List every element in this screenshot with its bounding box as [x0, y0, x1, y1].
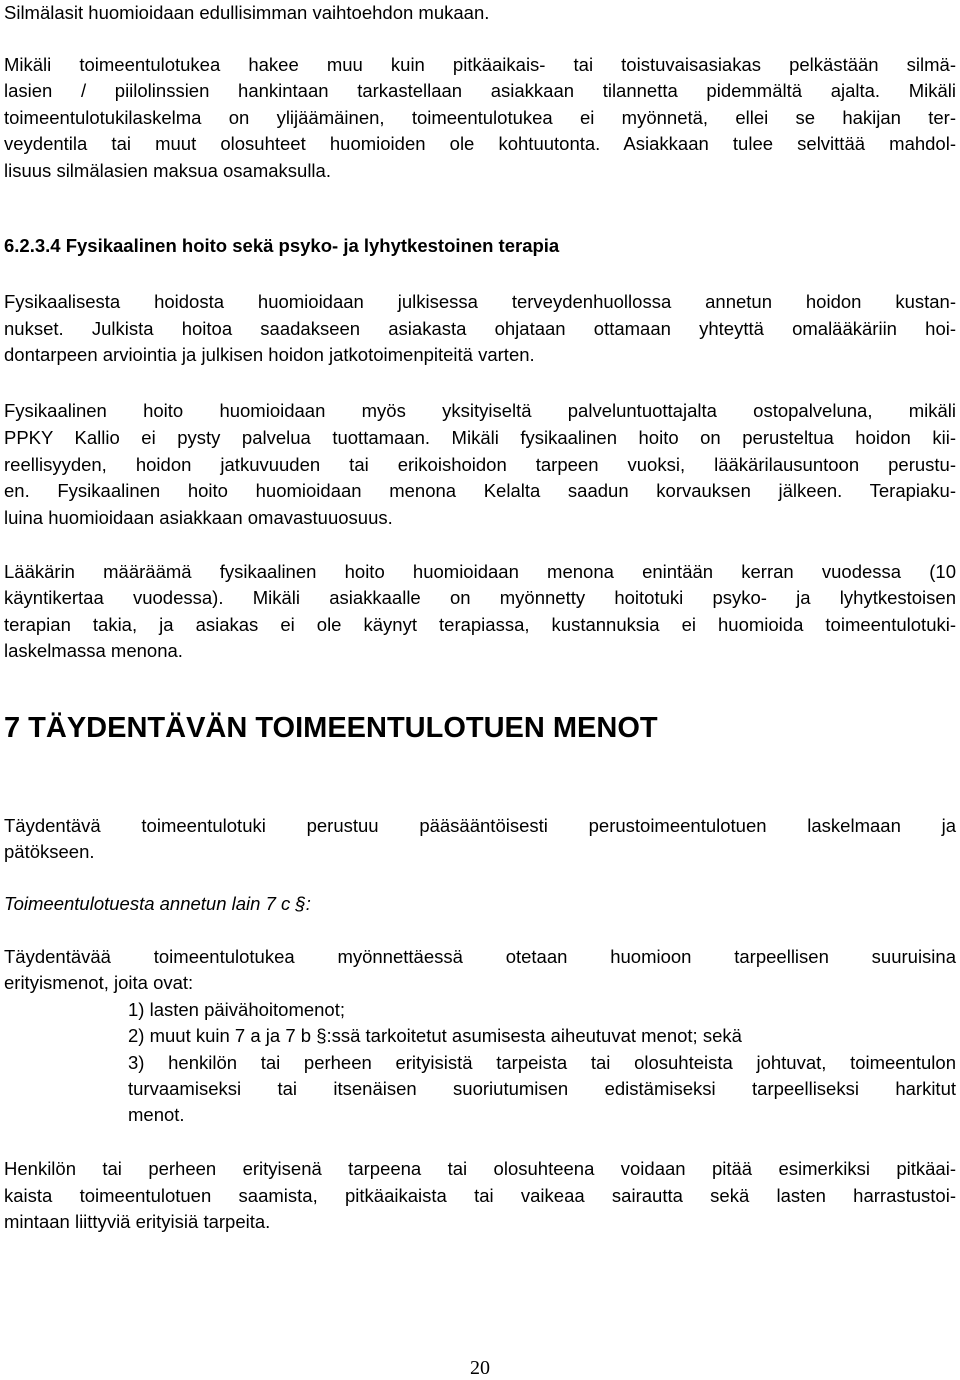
paragraph-line: Mikäli toimeentulotukea hakee muu kuin pitkäaikais- tai toistuvaisasiakas pelkästään silmä-	[4, 54, 956, 75]
paragraph-line: reellisyyden, hoidon jatkuvuuden tai erikoishoidon tarpeen vuoksi, lääkärilausuntoon perustu-	[4, 454, 956, 475]
paragraph-line: Fysikaalisesta hoidosta huomioidaan julkisessa terveydenhuollossa annetun hoidon kustan-	[4, 291, 956, 312]
paragraph-line: veydentila tai muut olosuhteet huomioiden ole kohtuutonta. Asiakkaan tulee selvittää mahdol-	[4, 133, 956, 154]
page-number: 20	[470, 1357, 490, 1379]
section-heading: 6.2.3.4 Fysikaalinen hoito sekä psyko- ja lyhytkestoinen terapia	[4, 235, 560, 256]
paragraph-line: Täydentävää toimeentulotukea myönnettäessä otetaan huomioon tarpeellisen suuruisina	[4, 946, 956, 967]
paragraph-line: Fysikaalinen hoito huomioidaan myös yksityiseltä palveluntuottajalta ostopalveluna, mikäli	[4, 400, 956, 421]
paragraph-line: terapian takia, ja asiakas ei ole käynyt terapiassa, kustannuksia ei huomioida toimeentulotuki-	[4, 614, 956, 635]
paragraph-line: mintaan liittyviä erityisiä tarpeita.	[4, 1211, 271, 1232]
paragraph-line: Henkilön tai perheen erityisenä tarpeena tai olosuhteena voidaan pitää esimerkiksi pitkäai-	[4, 1158, 956, 1179]
law-reference: Toimeentulotuesta annetun lain 7 c §:	[4, 893, 311, 914]
paragraph-eyeglasses-line: Silmälasit huomioidaan edullisimman vaihtoehdon mukaan.	[4, 2, 490, 23]
paragraph-line: en. Fysikaalinen hoito huomioidaan menona Kelalta saadun korvauksen jälkeen. Terapiaku-	[4, 480, 956, 501]
paragraph-line: nukset. Julkista hoitoa saadakseen asiakasta ohjataan ottamaan yhteyttä omalääkäriin hoi-	[4, 318, 956, 339]
paragraph-line: erityismenot, joita ovat:	[4, 972, 194, 993]
list-item: 1) lasten päivähoitomenot;	[128, 999, 345, 1020]
paragraph-line: laskelmassa menona.	[4, 640, 183, 661]
paragraph-line: dontarpeen arviointia ja julkisen hoidon jatkotoimenpiteitä varten.	[4, 344, 535, 365]
paragraph-line: Täydentävä toimeentulotuki perustuu pääsääntöisesti perustoimeentulotuen laskelmaan ja	[4, 815, 956, 836]
list-item: 3) henkilön tai perheen erityisistä tarpeista tai olosuhteista johtuvat, toimeentulon	[128, 1052, 956, 1073]
paragraph-line: kaista toimeentulotuen saamista, pitkäaikaista tai vaikeaa sairautta sekä lasten harrastustoi-	[4, 1185, 956, 1206]
paragraph-line: PPKY Kallio ei pysty palvelua tuottamaan. Mikäli fysikaalinen hoito on perusteltua hoidon kii-	[4, 427, 956, 448]
paragraph-line: luina huomioidaan asiakkaan omavastuuosuus.	[4, 507, 393, 528]
paragraph-line: lasien / piilolinssien hankintaan tarkastellaan asiakkaan tilannetta pidemmältä ajalta. Mikäli	[4, 80, 956, 101]
paragraph-line: käyntikertaa vuodessa). Mikäli asiakkaalle on myönnetty hoitotuki psyko- ja lyhytkestoisen	[4, 587, 956, 608]
chapter-heading: 7 TÄYDENTÄVÄN TOIMEENTULOTUEN MENOT	[4, 712, 658, 744]
paragraph-line: pätökseen.	[4, 841, 95, 862]
paragraph-line: toimeentulotukilaskelma on ylijäämäinen, toimeentulotukea ei myönnetä, ellei se hakijan ter-	[4, 107, 956, 128]
paragraph-line: lisuus silmälasien maksua osamaksulla.	[4, 160, 331, 181]
list-item-continuation: turvaamiseksi tai itsenäisen suoriutumisen edistämiseksi tarpeelliseksi harkitut	[128, 1078, 956, 1099]
paragraph-line: Lääkärin määräämä fysikaalinen hoito huomioidaan menona enintään kerran vuodessa (10	[4, 561, 956, 582]
list-item: 2) muut kuin 7 a ja 7 b §:ssä tarkoitetut asumisesta aiheutuvat menot; sekä	[128, 1025, 742, 1046]
list-item-continuation: menot.	[128, 1104, 185, 1125]
